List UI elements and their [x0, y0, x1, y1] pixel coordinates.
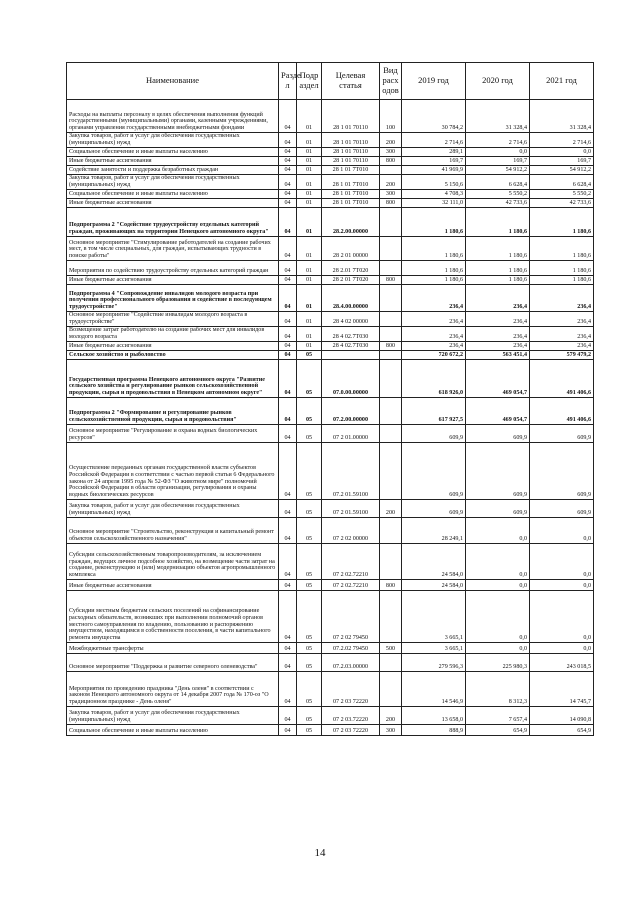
cell-vid [380, 312, 402, 327]
cell-2021: 1 180,6 [530, 261, 594, 276]
cell-vid [380, 544, 402, 580]
cell-razdel: 04 [279, 166, 297, 175]
header-podrazdel: Подр аздел [297, 63, 322, 100]
cell-2020: 1 180,6 [466, 208, 530, 237]
cell-2019: 1 180,6 [402, 261, 466, 276]
cell-razdel: 04 [279, 312, 297, 327]
cell-podrazdel: 05 [297, 672, 322, 707]
cell-2020: 0,0 [466, 591, 530, 643]
cell-name: Основное мероприятие "Регулирование и охрана водных биологических ресурсов" [67, 425, 279, 443]
cell-razdel: 04 [279, 100, 297, 133]
cell-2021: 0,0 [530, 544, 594, 580]
cell-name: Социальное обеспечение и иные выплаты населению [67, 190, 279, 199]
cell-article: 07 2 03 72220 [322, 725, 380, 736]
cell-podrazdel: 05 [297, 725, 322, 736]
cell-2021: 31 328,4 [530, 100, 594, 133]
cell-name: Межбюджетные трансферты [67, 643, 279, 654]
cell-podrazdel: 01 [297, 148, 322, 157]
table-row [67, 725, 594, 736]
cell-razdel: 04 [279, 725, 297, 736]
cell-podrazdel: 05 [297, 707, 322, 725]
cell-2021: 2 714,6 [530, 133, 594, 148]
cell-2019: 41 969,9 [402, 166, 466, 175]
cell-podrazdel: 01 [297, 100, 322, 133]
cell-2019: 617 927,5 [402, 398, 466, 425]
cell-podrazdel: 01 [297, 285, 322, 312]
cell-vid [380, 425, 402, 443]
cell-article: 28 4 02.7Т030 [322, 327, 380, 342]
cell-2020: 236,4 [466, 285, 530, 312]
cell-2019: 14 546,9 [402, 672, 466, 707]
cell-article: 28 1 01 7Т010 [322, 175, 380, 190]
table-row [67, 276, 594, 285]
cell-podrazdel: 05 [297, 580, 322, 591]
table-row [67, 643, 594, 654]
cell-vid [380, 261, 402, 276]
table-row [67, 500, 594, 518]
cell-podrazdel: 05 [297, 591, 322, 643]
cell-podrazdel: 05 [297, 500, 322, 518]
cell-article: 28.2.00.00000 [322, 208, 380, 237]
cell-name: Иные бюджетные ассигнования [67, 342, 279, 351]
cell-razdel: 04 [279, 276, 297, 285]
cell-name: Осуществление переданных органам государственной власти субъектов Российской Федерации в соответствии с частью первой статьи 6 Федерального закона от 24 апреля 1995 года № 52-ФЗ "О животном мире" полномочий Российской Федерации в области организации, регулирования и охраны водных биологических ресурсов [67, 443, 279, 500]
cell-2019: 1 180,6 [402, 276, 466, 285]
cell-2021: 1 180,6 [530, 276, 594, 285]
cell-podrazdel: 01 [297, 199, 322, 208]
cell-vid: 800 [380, 342, 402, 351]
cell-name: Расходы на выплаты персоналу в целях обеспечения выполнения функций государственными (муниципальными) органами, казенными учреждениями, органами управления государственными внебюджетными фондами [67, 100, 279, 133]
cell-2021: 236,4 [530, 342, 594, 351]
cell-article [322, 351, 380, 360]
cell-2021: 1 180,6 [530, 208, 594, 237]
table-row [67, 672, 594, 707]
cell-razdel: 04 [279, 327, 297, 342]
cell-vid [380, 285, 402, 312]
cell-name: Подпрограмма 2 "Содействие трудоустройству отдельных категорий граждан, проживающих на территории Ненецкого автономного округа" [67, 208, 279, 237]
cell-article: 28.4.00.00000 [322, 285, 380, 312]
cell-vid [380, 398, 402, 425]
table-row [67, 360, 594, 398]
cell-2020: 8 312,3 [466, 672, 530, 707]
cell-2021: 0,0 [530, 518, 594, 544]
cell-razdel: 04 [279, 133, 297, 148]
cell-article: 07 2 03 72220 [322, 672, 380, 707]
cell-vid: 300 [380, 148, 402, 157]
cell-article: 28 2 01 00000 [322, 237, 380, 261]
cell-razdel: 04 [279, 654, 297, 672]
cell-name: Социальное обеспечение и иные выплаты населению [67, 148, 279, 157]
cell-article: 28 1 01 70110 [322, 133, 380, 148]
cell-podrazdel: 01 [297, 133, 322, 148]
table-row [67, 425, 594, 443]
cell-razdel: 04 [279, 261, 297, 276]
cell-name: Закупка товаров, работ и услуг для обеспечения государственных (муниципальных) нужд [67, 133, 279, 148]
cell-2019: 3 665,1 [402, 643, 466, 654]
cell-2020: 0,0 [466, 148, 530, 157]
header-razdel: Разде л [279, 63, 297, 100]
cell-2021: 1 180,6 [530, 237, 594, 261]
cell-razdel: 04 [279, 190, 297, 199]
table-row [67, 285, 594, 312]
cell-2020: 225 980,3 [466, 654, 530, 672]
cell-razdel: 04 [279, 580, 297, 591]
cell-name: Государственная программа Ненецкого автономного округа "Развитие сельского хозяйства и регулирование рынков сельскохозяйственной продукции, сырья и продовольствия в Ненецком автономном округе" [67, 360, 279, 398]
cell-2020: 42 733,6 [466, 199, 530, 208]
table-row [67, 327, 594, 342]
cell-article: 07.0.00.00000 [322, 360, 380, 398]
cell-razdel: 04 [279, 544, 297, 580]
cell-podrazdel: 05 [297, 398, 322, 425]
cell-razdel: 04 [279, 285, 297, 312]
cell-2021: 609,9 [530, 500, 594, 518]
cell-name: Закупка товаров, работ и услуг для обеспечения государственных (муниципальных) нужд [67, 175, 279, 190]
cell-2019: 609,9 [402, 425, 466, 443]
cell-name: Субсидии сельскохозяйственным товаропроизводителям, за исключением граждан, ведущих личное подсобное хозяйство, на возмещение части затрат на создание, реконструкцию и (или) модернизацию объектов агропромышленного комплекса [67, 544, 279, 580]
cell-razdel: 04 [279, 425, 297, 443]
cell-name: Подпрограмма 2 "Формирование и регулирование рынков сельскохозяйственной продукции, сырья и продовольствия" [67, 398, 279, 425]
table-row [67, 208, 594, 237]
cell-name: Подпрограмма 4 "Сопровождение инвалидов молодого возраста при получении профессионального образования и содействие в последующем трудоустройстве" [67, 285, 279, 312]
header-2021: 2021 год [530, 63, 594, 100]
cell-2019: 618 926,0 [402, 360, 466, 398]
cell-2019: 609,9 [402, 443, 466, 500]
table-row [67, 199, 594, 208]
cell-2020: 7 657,4 [466, 707, 530, 725]
cell-vid: 800 [380, 580, 402, 591]
header-name: Наименование [67, 63, 279, 100]
cell-2019: 1 180,6 [402, 237, 466, 261]
cell-article: 28 4 02 00000 [322, 312, 380, 327]
cell-razdel: 04 [279, 591, 297, 643]
cell-2020: 654,9 [466, 725, 530, 736]
cell-razdel: 04 [279, 175, 297, 190]
cell-2021: 5 550,2 [530, 190, 594, 199]
cell-vid [380, 237, 402, 261]
cell-2021: 579 479,2 [530, 351, 594, 360]
cell-name: Сельское хозяйство и рыболовство [67, 351, 279, 360]
cell-name: Содействие занятости и поддержка безработных граждан [67, 166, 279, 175]
table-row [67, 707, 594, 725]
cell-2021: 491 406,6 [530, 360, 594, 398]
table-row [67, 342, 594, 351]
cell-razdel: 04 [279, 237, 297, 261]
cell-name: Иные бюджетные ассигнования [67, 276, 279, 285]
table-row [67, 133, 594, 148]
table-row [67, 261, 594, 276]
cell-2020: 1 180,6 [466, 237, 530, 261]
cell-razdel: 04 [279, 199, 297, 208]
cell-2019: 30 784,2 [402, 100, 466, 133]
cell-article: 07.2.02 79450 [322, 643, 380, 654]
cell-article: 07 2 01.59100 [322, 500, 380, 518]
cell-razdel: 04 [279, 707, 297, 725]
cell-article: 07 2 02.72210 [322, 544, 380, 580]
table-row [67, 398, 594, 425]
cell-2020: 2 714,6 [466, 133, 530, 148]
cell-podrazdel: 05 [297, 360, 322, 398]
header-2019: 2019 год [402, 63, 466, 100]
cell-name: Мероприятия по проведению праздника "День оленя" в соответствии с законом Ненецкого автономного округа от 14 декабря 2007 года № 170-оз "О традиционном празднике - День оленя" [67, 672, 279, 707]
cell-article: 07.2.03.00000 [322, 654, 380, 672]
cell-2019: 169,7 [402, 157, 466, 166]
cell-2019: 888,9 [402, 725, 466, 736]
cell-razdel: 04 [279, 672, 297, 707]
cell-2021: 0,0 [530, 643, 594, 654]
cell-podrazdel: 01 [297, 327, 322, 342]
cell-vid: 200 [380, 175, 402, 190]
cell-article: 28 1 01 7Т010 [322, 166, 380, 175]
cell-article: 28 2.01 7Т020 [322, 261, 380, 276]
cell-podrazdel: 05 [297, 351, 322, 360]
cell-name: Основное мероприятие "Стимулирование работодателей на создание рабочих мест, в том числе специальных, для граждан, испытывающих трудности в поиске работы" [67, 237, 279, 261]
cell-2020: 5 550,2 [466, 190, 530, 199]
cell-2019: 236,4 [402, 342, 466, 351]
table-row [67, 148, 594, 157]
cell-vid [380, 360, 402, 398]
cell-vid [380, 327, 402, 342]
cell-2020: 236,4 [466, 312, 530, 327]
cell-2019: 13 658,0 [402, 707, 466, 725]
cell-2020: 169,7 [466, 157, 530, 166]
cell-name: Закупка товаров, работ и услуг для обеспечения государственных (муниципальных) нужд [67, 707, 279, 725]
cell-2019: 24 584,0 [402, 544, 466, 580]
cell-2020: 1 180,6 [466, 276, 530, 285]
cell-podrazdel: 01 [297, 157, 322, 166]
cell-vid: 800 [380, 199, 402, 208]
cell-2021: 6 628,4 [530, 175, 594, 190]
cell-podrazdel: 05 [297, 544, 322, 580]
cell-2020: 469 054,7 [466, 398, 530, 425]
cell-2021: 654,9 [530, 725, 594, 736]
cell-podrazdel: 05 [297, 518, 322, 544]
cell-2020: 0,0 [466, 544, 530, 580]
cell-vid [380, 654, 402, 672]
cell-2020: 6 628,4 [466, 175, 530, 190]
table-row [67, 175, 594, 190]
table-row [67, 351, 594, 360]
cell-vid: 200 [380, 500, 402, 518]
cell-article: 07 2 02.72210 [322, 580, 380, 591]
cell-podrazdel: 01 [297, 190, 322, 199]
cell-2019: 236,4 [402, 312, 466, 327]
table-row [67, 518, 594, 544]
cell-2021: 491 406,6 [530, 398, 594, 425]
cell-2020: 609,9 [466, 443, 530, 500]
cell-podrazdel: 05 [297, 654, 322, 672]
cell-2019: 3 665,1 [402, 591, 466, 643]
header-2020: 2020 год [466, 63, 530, 100]
cell-podrazdel: 01 [297, 261, 322, 276]
cell-article: 28 1 01 70110 [322, 148, 380, 157]
cell-podrazdel: 01 [297, 208, 322, 237]
cell-2020: 609,9 [466, 500, 530, 518]
cell-2019: 289,1 [402, 148, 466, 157]
cell-2021: 236,4 [530, 312, 594, 327]
cell-vid [380, 518, 402, 544]
cell-razdel: 04 [279, 208, 297, 237]
cell-article: 07 2 03.72220 [322, 707, 380, 725]
cell-podrazdel: 05 [297, 643, 322, 654]
cell-2020: 54 912,2 [466, 166, 530, 175]
cell-2021: 14 745,7 [530, 672, 594, 707]
cell-2020: 236,4 [466, 342, 530, 351]
table-row [67, 580, 594, 591]
table-row [67, 591, 594, 643]
cell-razdel: 04 [279, 157, 297, 166]
cell-name: Возмещение затрат работодателю на создание рабочих мест для инвалидов молодого возраста [67, 327, 279, 342]
cell-vid: 300 [380, 725, 402, 736]
cell-2021: 0,0 [530, 591, 594, 643]
cell-article: 28 1 01 7Т010 [322, 190, 380, 199]
cell-name: Мероприятия по содействию трудоустройству отдельных категорий граждан [67, 261, 279, 276]
cell-name: Иные бюджетные ассигнования [67, 157, 279, 166]
cell-2020: 563 451,4 [466, 351, 530, 360]
cell-razdel: 04 [279, 643, 297, 654]
cell-2021: 0,0 [530, 580, 594, 591]
cell-article: 28 1 01 70110 [322, 100, 380, 133]
table-row [67, 166, 594, 175]
cell-vid [380, 208, 402, 237]
table-row [67, 312, 594, 327]
cell-2019: 24 584,0 [402, 580, 466, 591]
cell-2021: 609,9 [530, 425, 594, 443]
budget-table [66, 62, 594, 736]
cell-podrazdel: 01 [297, 237, 322, 261]
cell-2020: 0,0 [466, 580, 530, 591]
cell-vid: 800 [380, 276, 402, 285]
cell-name: Иные бюджетные ассигнования [67, 199, 279, 208]
cell-vid: 500 [380, 643, 402, 654]
cell-razdel: 04 [279, 443, 297, 500]
cell-2019: 4 708,3 [402, 190, 466, 199]
cell-name: Основное мероприятие "Содействие инвалидам молодого возраста в трудоустройстве" [67, 312, 279, 327]
cell-vid: 800 [380, 157, 402, 166]
cell-razdel: 04 [279, 518, 297, 544]
cell-vid [380, 672, 402, 707]
cell-podrazdel: 01 [297, 342, 322, 351]
cell-vid: 300 [380, 190, 402, 199]
cell-2019: 720 672,2 [402, 351, 466, 360]
cell-vid [380, 591, 402, 643]
cell-2019: 1 180,6 [402, 208, 466, 237]
table-header [67, 63, 594, 100]
cell-2019: 28 249,1 [402, 518, 466, 544]
cell-article: 07.2.00.00000 [322, 398, 380, 425]
cell-2019: 236,4 [402, 285, 466, 312]
cell-podrazdel: 01 [297, 175, 322, 190]
cell-article: 07 2 01.00000 [322, 425, 380, 443]
cell-article: 07.2 01.59100 [322, 443, 380, 500]
cell-2020: 31 328,4 [466, 100, 530, 133]
table-row [67, 157, 594, 166]
cell-2019: 5 150,6 [402, 175, 466, 190]
table-row [67, 544, 594, 580]
cell-podrazdel: 01 [297, 312, 322, 327]
cell-article: 28 1 01 70110 [322, 157, 380, 166]
cell-name: Основное мероприятие "Поддержка и развитие северного оленеводства" [67, 654, 279, 672]
table-row [67, 654, 594, 672]
cell-vid: 100 [380, 100, 402, 133]
cell-2020: 0,0 [466, 518, 530, 544]
cell-2019: 32 111,0 [402, 199, 466, 208]
cell-article: 07 2 02 79450 [322, 591, 380, 643]
cell-2021: 236,4 [530, 285, 594, 312]
cell-razdel: 04 [279, 398, 297, 425]
page-number: 14 [314, 847, 326, 859]
header-article: Целевая статья [322, 63, 380, 100]
cell-razdel: 04 [279, 148, 297, 157]
cell-2021: 169,7 [530, 157, 594, 166]
cell-2020: 236,4 [466, 327, 530, 342]
table-body [67, 100, 594, 736]
cell-2021: 243 018,5 [530, 654, 594, 672]
cell-2020: 1 180,6 [466, 261, 530, 276]
cell-article: 28 1 01 7Т010 [322, 199, 380, 208]
cell-2021: 14 090,8 [530, 707, 594, 725]
cell-2021: 609,9 [530, 443, 594, 500]
cell-podrazdel: 05 [297, 443, 322, 500]
cell-article: 07 2 02 00000 [322, 518, 380, 544]
table-row [67, 190, 594, 199]
cell-razdel: 04 [279, 360, 297, 398]
cell-2020: 609,9 [466, 425, 530, 443]
cell-podrazdel: 01 [297, 166, 322, 175]
cell-name: Социальное обеспечение и иные выплаты населению [67, 725, 279, 736]
cell-razdel: 04 [279, 500, 297, 518]
cell-vid: 200 [380, 707, 402, 725]
cell-2019: 236,4 [402, 327, 466, 342]
cell-razdel: 04 [279, 351, 297, 360]
budget-sheet [66, 62, 593, 736]
cell-article: 28 2 01 7Т020 [322, 276, 380, 285]
cell-vid [380, 443, 402, 500]
cell-article: 28 4 02.7Т030 [322, 342, 380, 351]
cell-2021: 42 733,6 [530, 199, 594, 208]
cell-podrazdel: 05 [297, 425, 322, 443]
cell-2021: 0,0 [530, 148, 594, 157]
cell-2019: 2 714,6 [402, 133, 466, 148]
cell-2020: 0,0 [466, 643, 530, 654]
header-vid: Вид расх одов [380, 63, 402, 100]
cell-2020: 469 054,7 [466, 360, 530, 398]
cell-name: Субсидии местным бюджетам сельских поселений на софинансирование расходных обязательств, возникших при выполнении полномочий органов местного самоуправления по владению, пользованию и распоряжению имуществом, находящимся в собственности поселения, в части капитального ремонта имущества [67, 591, 279, 643]
cell-vid [380, 166, 402, 175]
cell-2019: 609,9 [402, 500, 466, 518]
cell-name: Основное мероприятие "Строительство, реконструкция и капитальный ремонт объектов сельскохозяйственного назначения" [67, 518, 279, 544]
cell-2021: 236,4 [530, 327, 594, 342]
cell-name: Иные бюджетные ассигнования [67, 580, 279, 591]
cell-2021: 54 912,2 [530, 166, 594, 175]
cell-2019: 279 596,3 [402, 654, 466, 672]
table-row [67, 100, 594, 133]
cell-vid [380, 351, 402, 360]
cell-vid: 200 [380, 133, 402, 148]
cell-name: Закупка товаров, работ и услуг для обеспечения государственных (муниципальных) нужд [67, 500, 279, 518]
cell-razdel: 04 [279, 342, 297, 351]
table-row [67, 237, 594, 261]
table-row [67, 443, 594, 500]
cell-podrazdel: 01 [297, 276, 322, 285]
